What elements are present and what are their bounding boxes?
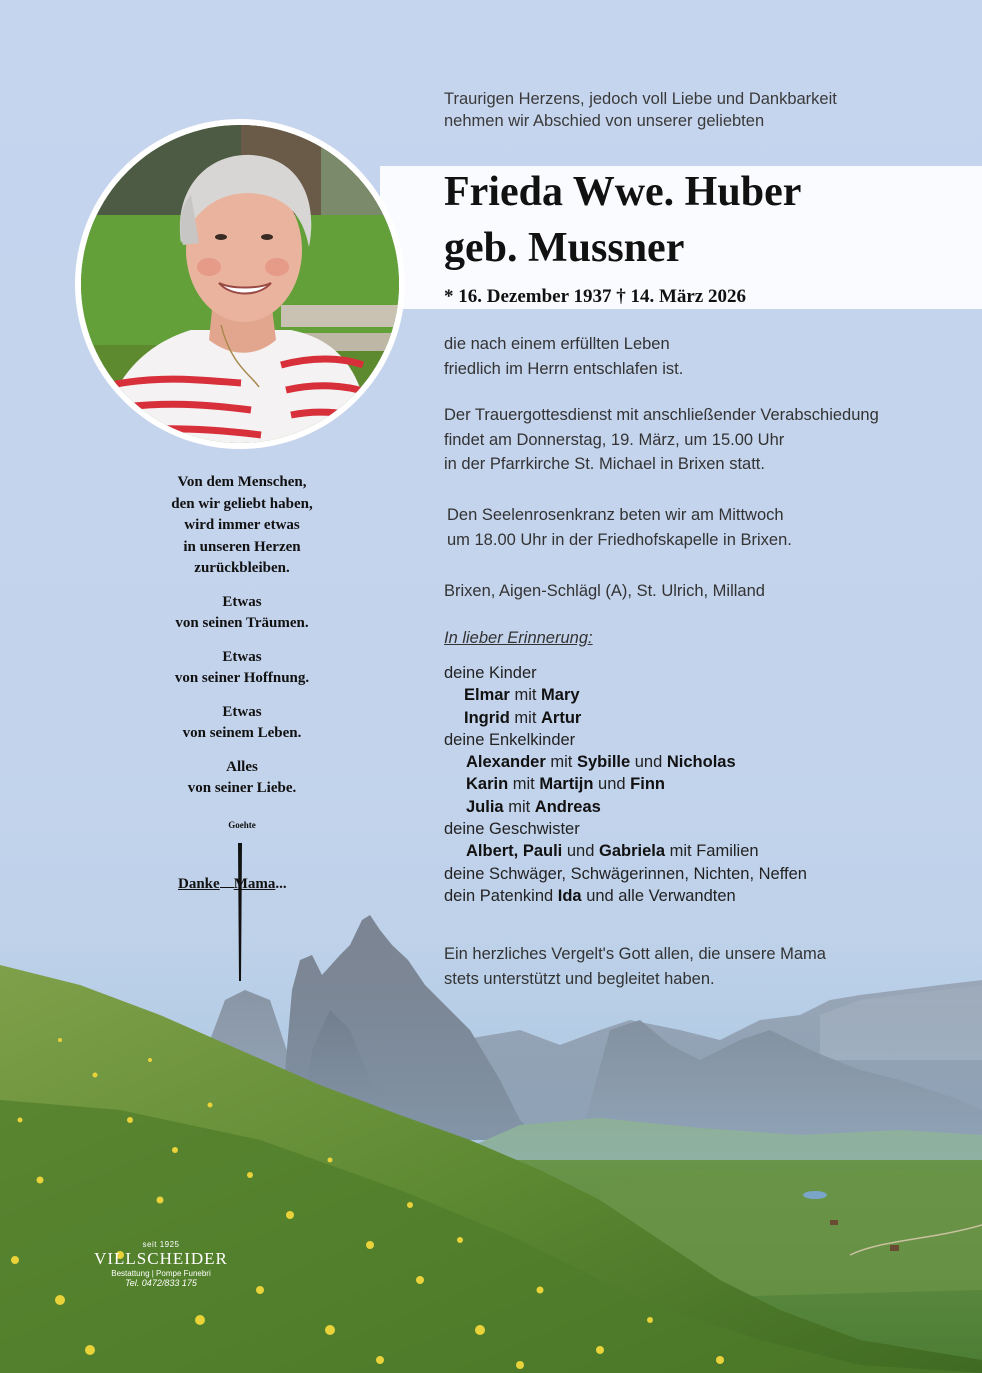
- portrait-frame: [75, 119, 405, 449]
- verse-line: von seinen Träumen.: [175, 615, 309, 631]
- child-entry: Ingrid mit Artur: [464, 708, 582, 727]
- intro-text: [444, 88, 944, 132]
- danke-mama: [178, 876, 287, 893]
- thanks-line: stets unterstützt und begleitet haben.: [444, 970, 715, 988]
- children-label: deine Kinder: [444, 664, 537, 682]
- deceased-name: Frieda Wwe. Huber: [444, 169, 802, 215]
- verse-line: Etwas: [222, 593, 262, 610]
- verse-line: Etwas: [222, 703, 262, 720]
- logo-since: seit 1925: [142, 1240, 180, 1249]
- passing-line: die nach einem erfüllten Leben: [444, 335, 670, 353]
- service-line: Der Trauergottesdienst mit anschließender Verabschiedung: [444, 406, 879, 424]
- godchild-entry: dein Patenkind Ida und alle Verwandten: [444, 886, 736, 905]
- verse-line: den wir geliebt haben,: [171, 495, 313, 512]
- verse-line: Von dem Menschen,: [177, 474, 307, 490]
- danke-dots: ...: [275, 876, 287, 892]
- mourners-list: [444, 662, 964, 907]
- verse-line: Alles: [226, 758, 258, 775]
- grandchildren-label: deine Enkelkinder: [444, 730, 576, 749]
- memorial-verse: [132, 472, 352, 800]
- logo-phone: Tel. 0472/833 175: [125, 1278, 197, 1288]
- passing-line: friedlich im Herrn entschlafen ist.: [444, 359, 684, 378]
- verse-line: wird immer etwas: [184, 517, 300, 533]
- intro-line: Traurigen Herzens, jedoch voll Liebe und Dankbarkeit: [444, 90, 837, 108]
- verse-author: Goehte: [228, 820, 256, 830]
- danke-word: Danke: [178, 876, 220, 892]
- verse-line: in unseren Herzen: [183, 538, 301, 555]
- in-memory-heading: In lieber Erinnerung:: [444, 629, 593, 647]
- deceased-maiden-name: geb. Mussner: [444, 225, 685, 271]
- intro-line: nehmen wir Abschied von unserer geliebten: [444, 112, 765, 130]
- rosary-line: um 18.00 Uhr in der Friedhofskapelle in Brixen.: [447, 530, 792, 549]
- service-line: in der Pfarrkirche St. Michael in Brixen statt.: [444, 455, 765, 473]
- undertaker-logo: [86, 1240, 236, 1288]
- grandchild-entry: Julia mit Andreas: [466, 797, 601, 816]
- logo-name: VILLSCHEIDER: [94, 1249, 228, 1268]
- portrait-photo: [81, 125, 399, 443]
- verse-line: Etwas: [222, 648, 262, 665]
- funeral-service-text: [444, 403, 964, 477]
- verse-line: zurückbleiben.: [194, 560, 290, 576]
- siblings-label: deine Geschwister: [444, 820, 580, 839]
- grandchild-entry: Alexander mit Sybille und Nicholas: [466, 753, 736, 772]
- verse-line: von seinem Leben.: [182, 725, 302, 741]
- thanks-text: [444, 942, 944, 992]
- child-entry: Elmar mit Mary: [464, 686, 580, 705]
- places-text: Brixen, Aigen-Schlägl (A), St. Ulrich, Milland: [444, 582, 765, 600]
- passing-text: [444, 332, 964, 381]
- logo-subtitle: Bestattung | Pompe Funebri: [111, 1269, 211, 1278]
- rosary-line: Den Seelenrosenkranz beten wir am Mittwoch: [447, 506, 784, 524]
- mama-word: Mama: [233, 876, 276, 892]
- verse-line: von seiner Liebe.: [187, 780, 297, 796]
- cross-icon: [230, 843, 250, 983]
- siblings-entry: Albert, Pauli und Gabriela mit Familien: [466, 842, 759, 861]
- thanks-line: Ein herzliches Vergelt's Gott allen, die unsere Mama: [444, 945, 826, 963]
- life-dates: * 16. Dezember 1937 † 14. März 2026: [444, 286, 746, 307]
- in-laws-entry: deine Schwäger, Schwägerinnen, Nichten, Neffen: [444, 864, 807, 883]
- service-line: findet am Donnerstag, 19. März, um 15.00 Uhr: [444, 430, 785, 449]
- rosary-text: [447, 503, 967, 552]
- grandchild-entry: Karin mit Martijn und Finn: [466, 775, 665, 794]
- verse-line: von seiner Hoffnung.: [174, 670, 310, 686]
